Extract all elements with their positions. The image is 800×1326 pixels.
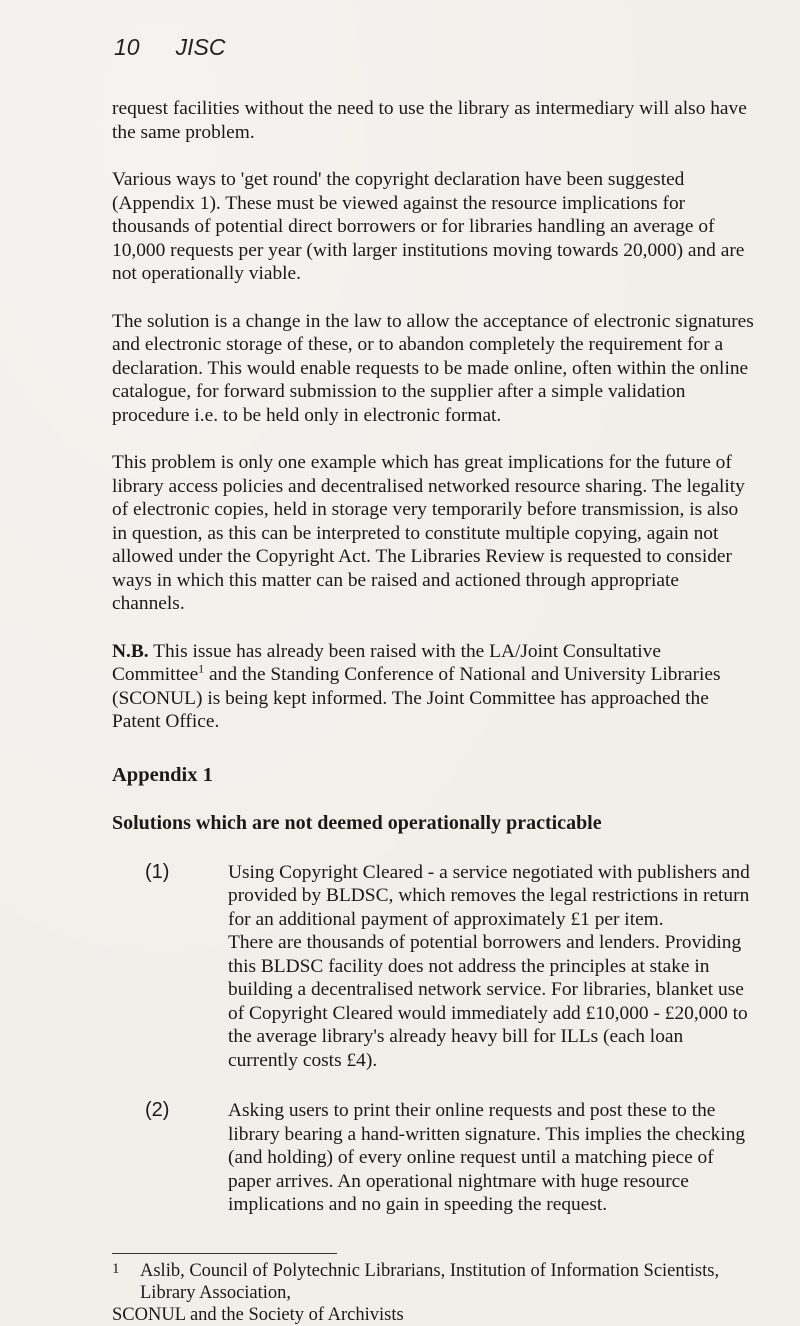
nb-label: N.B. [112, 640, 149, 662]
footnote-line: SCONUL and the Society of Archivists [112, 1304, 404, 1325]
item-text: Asking users to print their online requests and post these to the library bearing a hand-written signature. This implies the checking (and holding) of every online request until a matching piece of paper arrives. An operational nightmare with huge resource implications and no gain in speeding the request. [228, 1100, 746, 1215]
item-number: (1) [145, 860, 170, 883]
appendix-item [112, 861, 756, 1073]
running-head [112, 34, 756, 61]
nb-text-before: This issue has already been raised with the LA/Joint Consultative Committee [112, 640, 661, 685]
appendix-item [112, 1099, 756, 1217]
footnote-divider [112, 1253, 337, 1254]
item-body [228, 861, 756, 1073]
item-text-continued: There are thousands of potential borrowers and lenders. Providing this BLDSC facility does not address the principles at stake in building a decentralised network service. For libraries, blanket use of Copyright Cleared would immediately add £10,000 - £20,000 to the average library's already heavy bill for ILLs (each loan currently costs £4). [228, 932, 748, 1071]
page-number: 10 [114, 34, 140, 60]
footnote [112, 1260, 756, 1326]
nb-text-after: and the Standing Conference of National and University Libraries (SCONUL) is being kept informed. The Joint Committee has approached the Patent Office. [112, 664, 721, 732]
body-paragraph: This problem is only one example which has great implications for the future of library access policies and decentralised networked resource sharing. The legality of electronic copies, held in storage very temporarily before transmission, is also in question, as this can be interpreted to constitute multiple copying, again not allowed under the Copyright Act. The Libraries Review is requested to consider ways in which this matter can be raised and actioned through appropriate channels. [112, 452, 745, 614]
item-body [228, 1099, 756, 1217]
item-text: Using Copyright Cleared - a service negotiated with publishers and provided by BLDSC, which removes the legal restrictions in return for an additional payment of approximately £1 per item. [228, 861, 750, 930]
body-paragraph: The solution is a change in the law to allow the acceptance of electronic signatures and electronic storage of these, or to abandon completely the requirement for a declaration. This would enable requests to be made online, often within the online catalogue, for forward submission to the supplier after a simple validation procedure i.e. to be held only in electronic format. [112, 310, 754, 426]
body-paragraph: Various ways to 'get round' the copyright declaration have been suggested (Appendix 1). These must be viewed against the resource implications for thousands of potential direct borrowers or for libraries handling an average of 10,000 requests per year (with larger institutions moving towards 20,000) and are not operationally viable. [112, 169, 745, 284]
nb-paragraph [112, 640, 756, 734]
footnote-text [112, 1260, 756, 1326]
appendix-title: Appendix 1 [112, 763, 213, 786]
footnote-reference: 1 [198, 661, 205, 676]
item-number: (2) [145, 1099, 170, 1121]
footnote-line: Aslib, Council of Polytechnic Librarians, Institution of Information Scientists, Library Association, [140, 1260, 720, 1303]
footnote-number: 1 [112, 1260, 120, 1277]
running-title: JISC [175, 34, 226, 60]
appendix-subtitle: Solutions which are not deemed operationally practicable [112, 812, 602, 834]
body-paragraph: request facilities without the need to use the library as intermediary will also have the same problem. [112, 98, 747, 143]
